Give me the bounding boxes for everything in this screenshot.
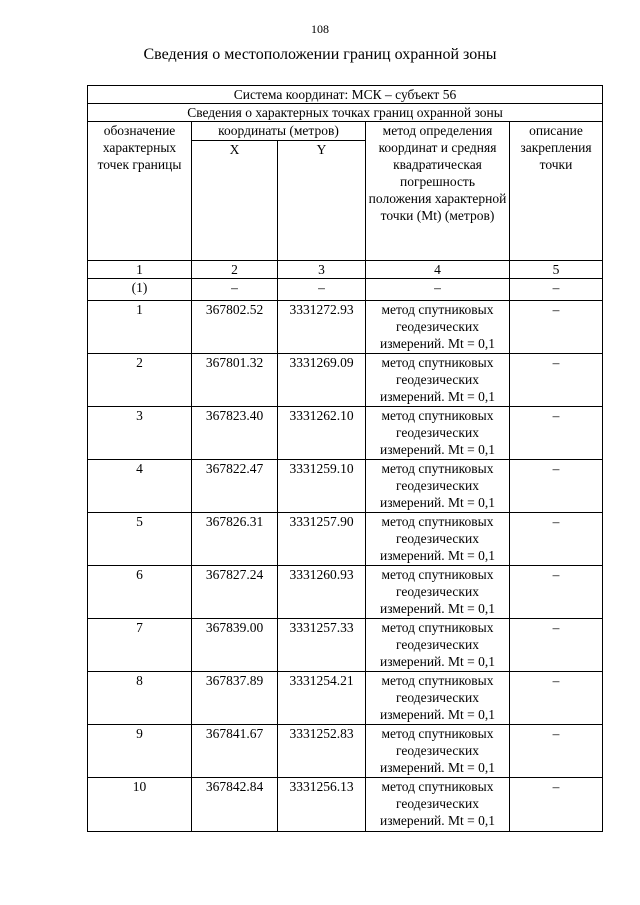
point-cell: 8	[88, 672, 192, 725]
desc-cell: –	[510, 513, 603, 566]
desc-cell: –	[510, 672, 603, 725]
method-cell: метод спутниковых геодезических измерений. Mt = 0,1	[366, 460, 510, 513]
point-cell: 3	[88, 407, 192, 460]
y-cell: 3331254.21	[278, 672, 366, 725]
method-cell: –	[366, 279, 510, 301]
x-cell: 367841.67	[192, 725, 278, 778]
column-number: 5	[510, 261, 603, 279]
table-row	[88, 566, 603, 619]
page-number: 108	[311, 22, 329, 36]
boundary-points-table	[87, 85, 603, 832]
table-row	[88, 354, 603, 407]
desc-cell: –	[510, 566, 603, 619]
y-cell: 3331259.10	[278, 460, 366, 513]
table-row	[88, 301, 603, 354]
column-numbers-row	[88, 261, 603, 279]
desc-cell: –	[510, 354, 603, 407]
y-cell: 3331257.33	[278, 619, 366, 672]
x-cell: –	[192, 279, 278, 301]
y-cell: 3331262.10	[278, 407, 366, 460]
column-number: 2	[192, 261, 278, 279]
y-cell: 3331269.09	[278, 354, 366, 407]
x-cell: 367837.89	[192, 672, 278, 725]
desc-cell: –	[510, 407, 603, 460]
point-cell: 10	[88, 778, 192, 832]
header-x: X	[192, 141, 278, 261]
method-cell: метод спутниковых геодезических измерений. Mt = 0,1	[366, 672, 510, 725]
table-row	[88, 778, 603, 832]
method-cell: метод спутниковых геодезических измерений. Mt = 0,1	[366, 725, 510, 778]
y-cell: 3331256.13	[278, 778, 366, 832]
header-y: Y	[278, 141, 366, 261]
x-cell: 367802.52	[192, 301, 278, 354]
method-cell: метод спутниковых геодезических измерений. Mt = 0,1	[366, 778, 510, 832]
point-cell: 4	[88, 460, 192, 513]
x-cell: 367801.32	[192, 354, 278, 407]
point-cell: 2	[88, 354, 192, 407]
header-coords: координаты (метров)	[192, 122, 366, 141]
method-cell: метод спутниковых геодезических измерений. Mt = 0,1	[366, 407, 510, 460]
y-cell: 3331272.93	[278, 301, 366, 354]
point-cell: 7	[88, 619, 192, 672]
x-cell: 367822.47	[192, 460, 278, 513]
x-cell: 367826.31	[192, 513, 278, 566]
x-cell: 367827.24	[192, 566, 278, 619]
method-cell: метод спутниковых геодезических измерений. Mt = 0,1	[366, 301, 510, 354]
desc-cell: –	[510, 460, 603, 513]
y-cell: 3331260.93	[278, 566, 366, 619]
method-cell: метод спутниковых геодезических измерений. Mt = 0,1	[366, 566, 510, 619]
x-cell: 367823.40	[192, 407, 278, 460]
header-desc: описание закрепления точки	[510, 122, 603, 261]
coord-system-header: Система координат: МСК – субъект 56	[88, 86, 603, 104]
column-number: 3	[278, 261, 366, 279]
y-cell: 3331257.90	[278, 513, 366, 566]
x-cell: 367839.00	[192, 619, 278, 672]
table-row	[88, 619, 603, 672]
table-row	[88, 513, 603, 566]
column-number: 1	[88, 261, 192, 279]
desc-cell: –	[510, 778, 603, 832]
header-point: обозначение характерных точек границы	[88, 122, 192, 261]
column-number: 4	[366, 261, 510, 279]
point-cell: 6	[88, 566, 192, 619]
method-cell: метод спутниковых геодезических измерений. Mt = 0,1	[366, 513, 510, 566]
method-cell: метод спутниковых геодезических измерений. Mt = 0,1	[366, 354, 510, 407]
desc-cell: –	[510, 301, 603, 354]
table-row	[88, 279, 603, 301]
table-row	[88, 407, 603, 460]
document-title: Сведения о местоположении границ охранной зоны	[143, 46, 497, 63]
desc-cell: –	[510, 279, 603, 301]
method-cell: метод спутниковых геодезических измерений. Mt = 0,1	[366, 619, 510, 672]
section-header: Сведения о характерных точках границ охранной зоны	[88, 104, 603, 122]
point-cell: 5	[88, 513, 192, 566]
y-cell: 3331252.83	[278, 725, 366, 778]
x-cell: 367842.84	[192, 778, 278, 832]
desc-cell: –	[510, 619, 603, 672]
point-cell: (1)	[88, 279, 192, 301]
header-method: метод определения координат и средняя квадратическая погрешность положения характерной точки (Mt) (метров)	[366, 122, 510, 261]
table-row	[88, 460, 603, 513]
table-row	[88, 725, 603, 778]
point-cell: 9	[88, 725, 192, 778]
table-row	[88, 672, 603, 725]
point-cell: 1	[88, 301, 192, 354]
y-cell: –	[278, 279, 366, 301]
desc-cell: –	[510, 725, 603, 778]
